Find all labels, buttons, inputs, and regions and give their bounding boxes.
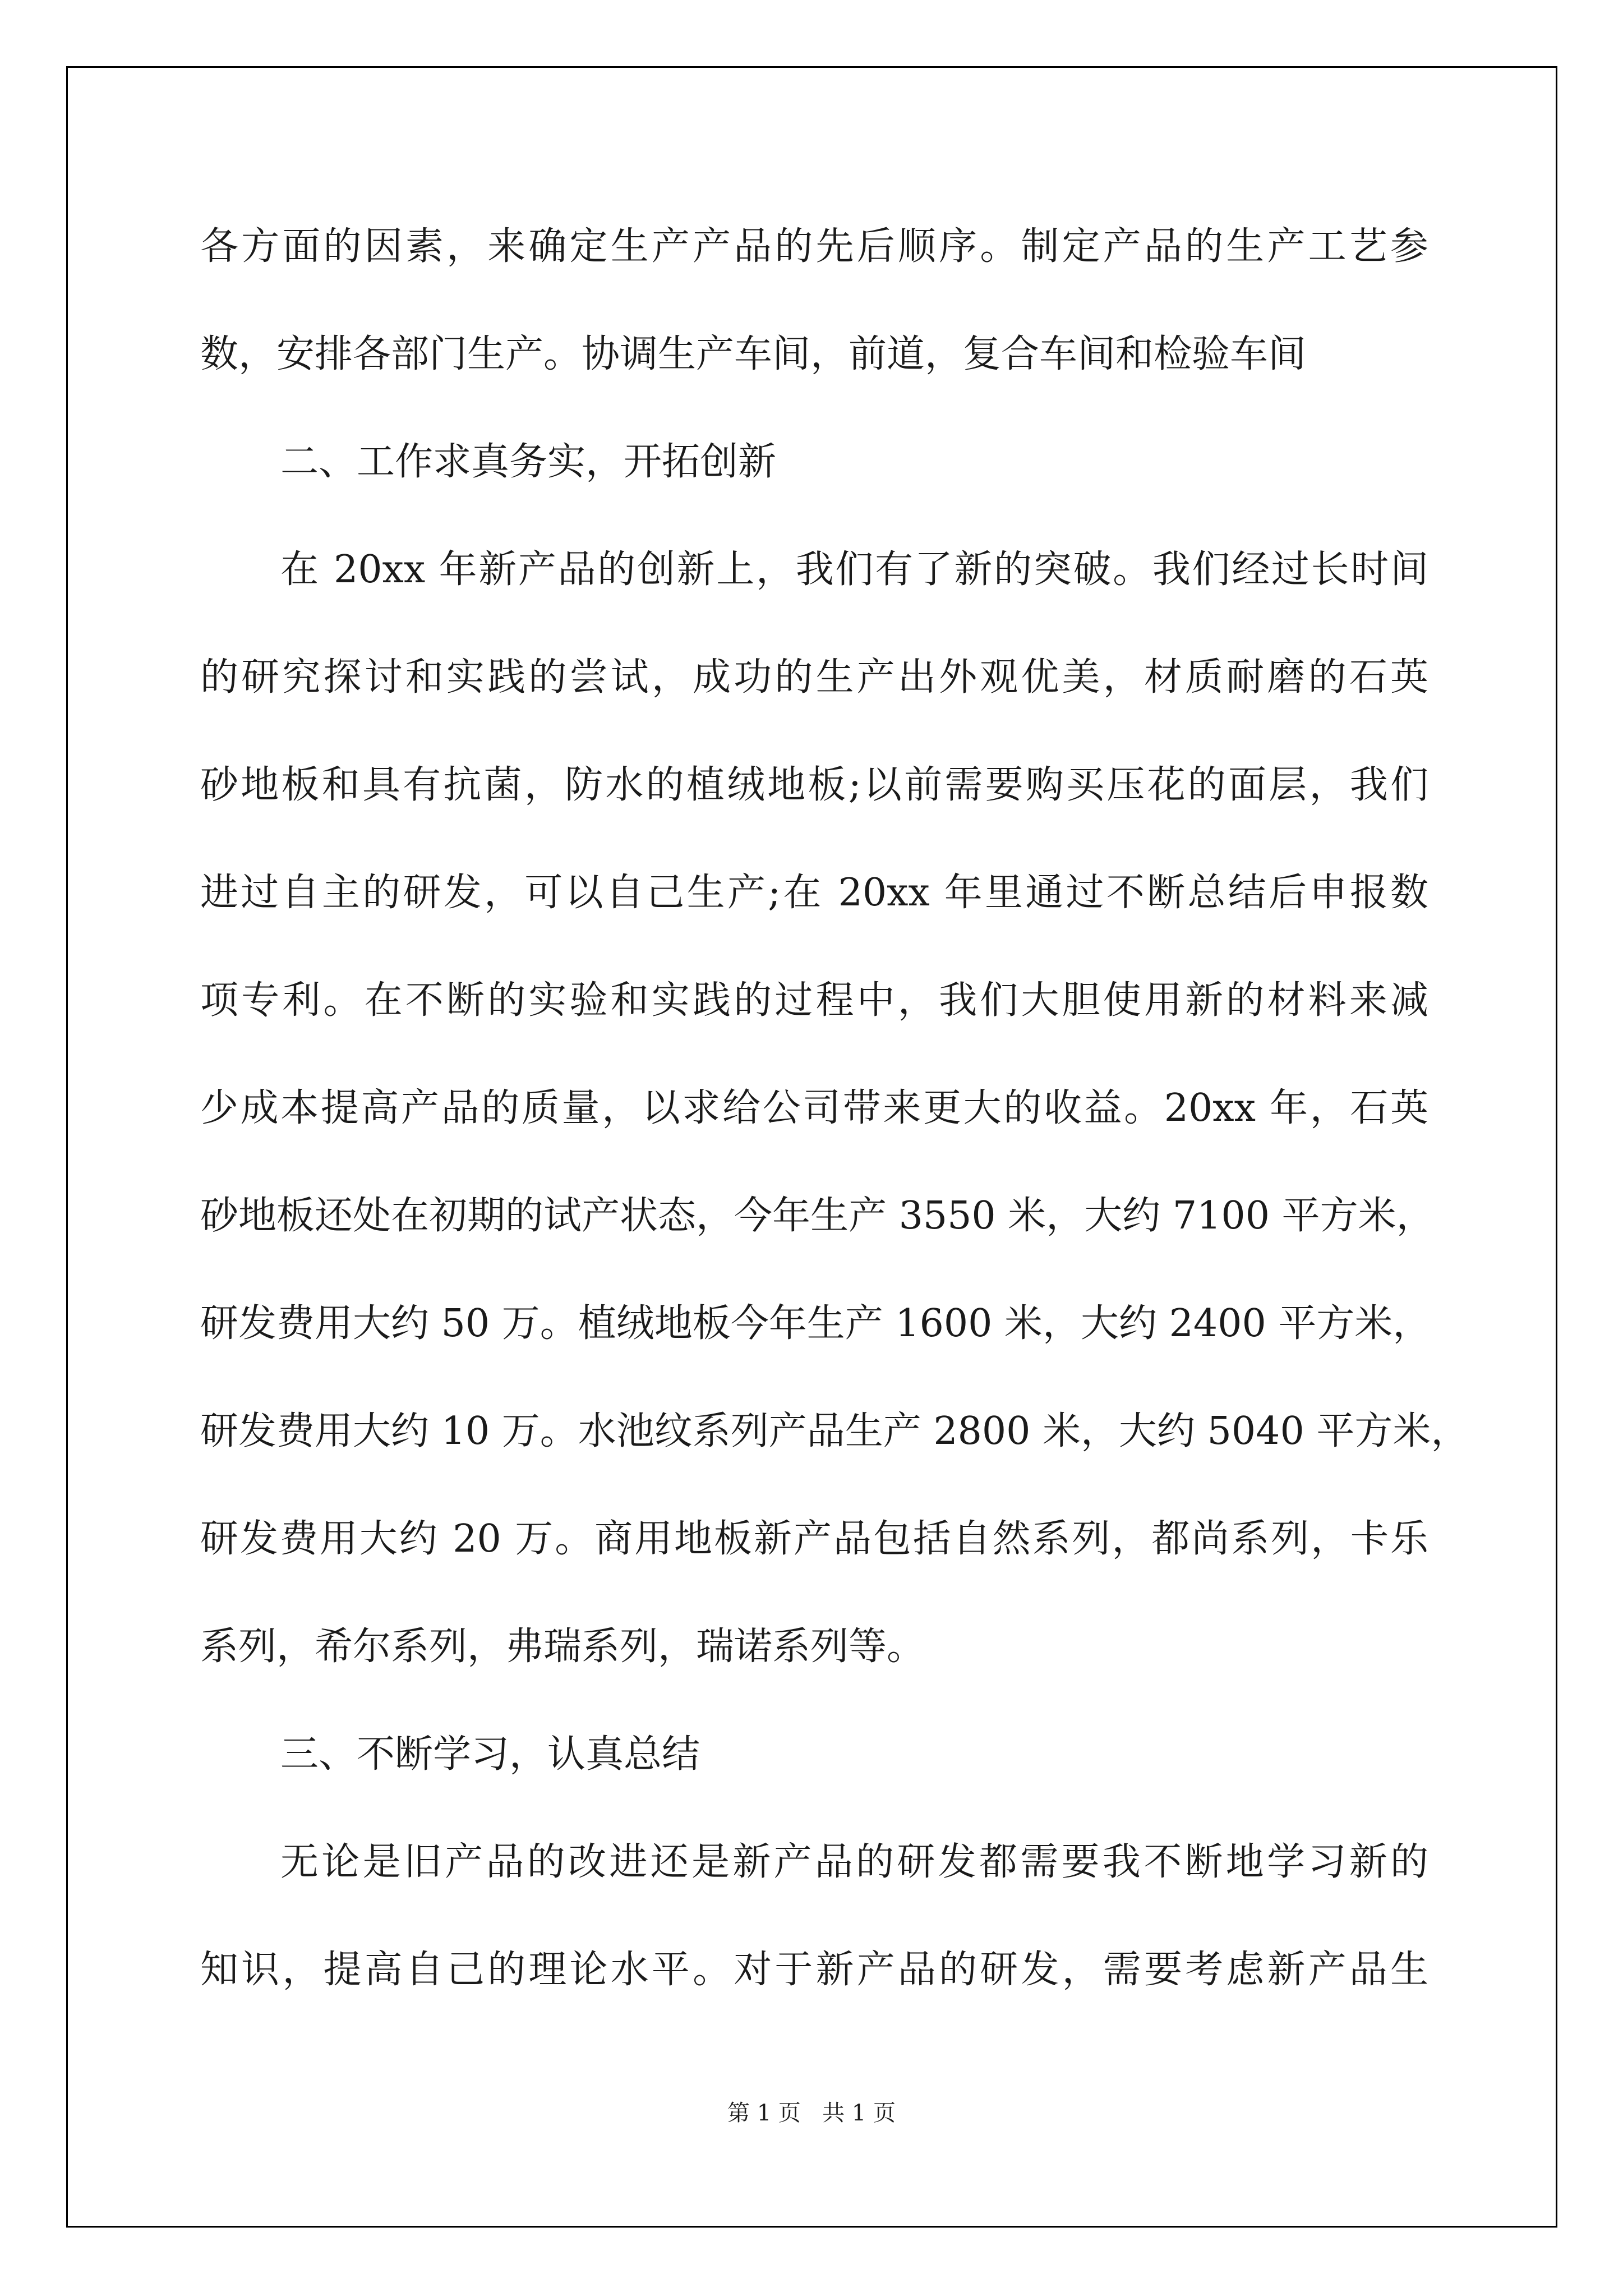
body-text-line: 进过自主的研发，可以自己生产;在 20xx 年里通过不断总结后申报数 (200, 871, 1428, 915)
body-text-line: 研发费用大约 10 万。水池纹系列产品生产 2800 米，大约 5040 平方米， (200, 1409, 1469, 1453)
body-text-line: 知识，提高自己的理论水平。对于新产品的研发，需要考虑新产品生 (200, 1948, 1428, 1992)
section-heading: 三、不断学习，认真总结 (280, 1732, 700, 1777)
body-text-line: 的研究探讨和实践的尝试，成功的生产出外观优美，材质耐磨的石英 (200, 655, 1428, 700)
body-text-line: 各方面的因素，来确定生产产品的先后顺序。制定产品的生产工艺参 (200, 224, 1428, 269)
paragraph-first-line: 在 20xx 年新产品的创新上，我们有了新的突破。我们经过长时间 (280, 547, 1428, 592)
body-text-line: 研发费用大约 20 万。商用地板新产品包括自然系列，都尚系列，卡乐 (200, 1517, 1428, 1561)
body-text-line: 少成本提高产品的质量，以求给公司带来更大的收益。20xx 年，石英 (200, 1086, 1428, 1130)
page-number-footer: 第 1 页 共 1 页 (727, 2100, 896, 2126)
page-border (66, 66, 1557, 2228)
body-text-line: 研发费用大约 50 万。植绒地板今年生产 1600 米，大约 2400 平方米， (200, 1301, 1431, 1346)
body-text-line: 砂地板还处在初期的试产状态，今年生产 3550 米，大约 7100 平方米， (200, 1194, 1435, 1238)
body-text-line: 数，安排各部门生产。协调生产车间，前道，复合车间和检验车间 (200, 332, 1307, 376)
body-text-line: 砂地板和具有抗菌，防水的植绒地板;以前需要购买压花的面层，我们 (200, 763, 1428, 807)
paragraph-first-line: 无论是旧产品的改进还是新产品的研发都需要我不断地学习新的 (280, 1840, 1428, 1884)
body-text-line: 系列，希尔系列，弗瑞系列，瑞诺系列等。 (200, 1625, 925, 1669)
section-heading: 二、工作求真务实，开拓创新 (280, 440, 777, 484)
body-text-line: 项专利。在不断的实验和实践的过程中，我们大胆使用新的材料来减 (200, 978, 1428, 1023)
